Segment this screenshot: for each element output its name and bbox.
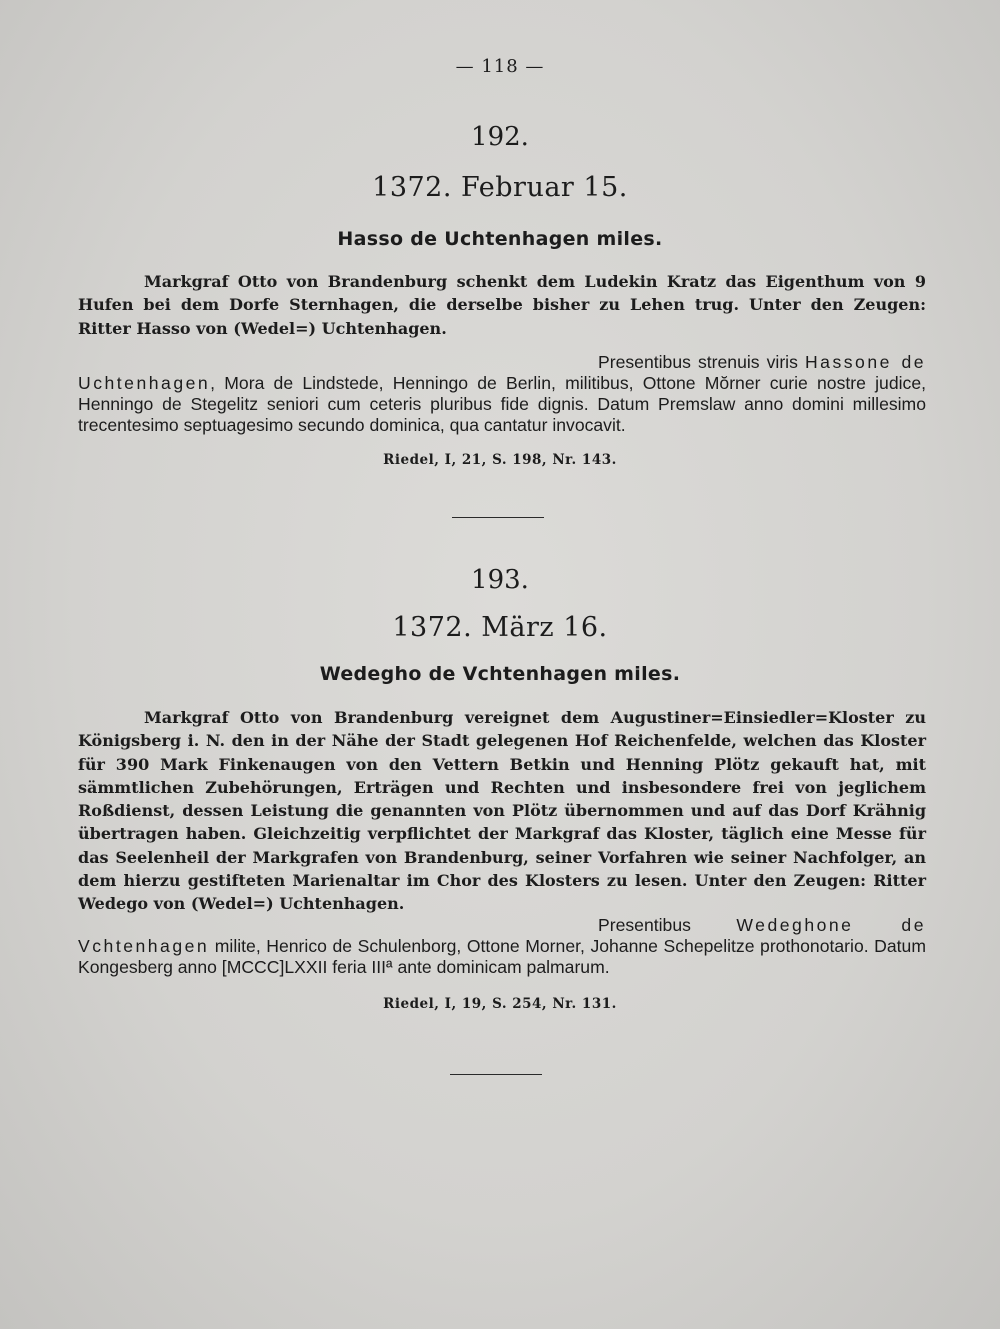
section-divider bbox=[450, 1074, 542, 1075]
document-date: 1372. März 16. bbox=[392, 612, 608, 643]
latin-text bbox=[78, 915, 926, 978]
document-date: 1372. Februar 15. bbox=[372, 172, 628, 203]
latin-rest: milite, Henrico de Schulenborg, Ottone Morner, Johanne Schepelitze prothonotario. Datum Kongesberg anno [MCCC]LXXII feria IIIª ante dominicam palmarum. bbox=[78, 936, 926, 977]
document-number: 192. bbox=[471, 122, 529, 152]
document-title: Hasso de Uchtenhagen miles. bbox=[337, 228, 663, 250]
latin-text bbox=[78, 352, 926, 436]
latin-lead: Presentibus strenuis viris bbox=[598, 352, 798, 372]
section-divider bbox=[452, 517, 544, 518]
document-summary: Markgraf Otto von Brandenburg vereignet dem Augustiner=Einsiedler=Kloster zu Königsberg i. N. den in der Nähe der Stadt gelegenen Hof Reichenfelde, welchen das Kloster für 390 Mark Finkenaugen von den Vettern Betkin und Henning Plötz gekauft hat, mit sämmtlichen Zubehörungen, Erträgen und Rechten und insbesondere frei von jeglichem Roßdienst, dessen Leistung die genannten von Plötz übernommen und auf das Dorf Krähnig übertragen haben. Gleichzeitig verpflichtet der Markgraf das Kloster, täglich eine Messe für das Seelenheil der Markgrafen von Brandenburg, seiner Vorfahren wie seiner Nachfolger, an dem hierzu gestifteten Marienaltar im Chor des Klosters zu lesen. Unter den Zeugen: Ritter Wedego von (Wedel=) Uchtenhagen. bbox=[78, 708, 926, 914]
latin-name: Hassone de Uchtenhagen bbox=[78, 352, 927, 393]
page-number: — 118 — bbox=[455, 56, 545, 77]
source-reference: Riedel, I, 21, S. 198, Nr. 143. bbox=[383, 452, 617, 468]
source-reference: Riedel, I, 19, S. 254, Nr. 131. bbox=[383, 996, 617, 1012]
document-summary: Markgraf Otto von Brandenburg schenkt dem Ludekin Kratz das Eigenthum von 9 Hufen bei dem Dorfe Sternhagen, die derselbe bisher zu Lehen trug. Unter den Zeugen: Ritter Hasso von (Wedel=) Uchtenhagen. bbox=[78, 272, 926, 338]
latin-name: Wedeghone de Vchtenhagen bbox=[78, 915, 926, 956]
document-number: 193. bbox=[471, 565, 529, 595]
latin-lead: Presentibus bbox=[598, 915, 691, 935]
document-title: Wedegho de Vchtenhagen miles. bbox=[319, 663, 681, 685]
latin-rest: , Mora de Lindstede, Henningo de Berlin, militibus, Ottone Mŏrner curie nostre judice, Henningo de Stegelitz seniori cum ceteris pluribus fide dignis. Datum Premslaw anno domini millesimo trecentesimo septuagesimo secundo dominica, qua cantatur invocavit. bbox=[78, 373, 926, 435]
